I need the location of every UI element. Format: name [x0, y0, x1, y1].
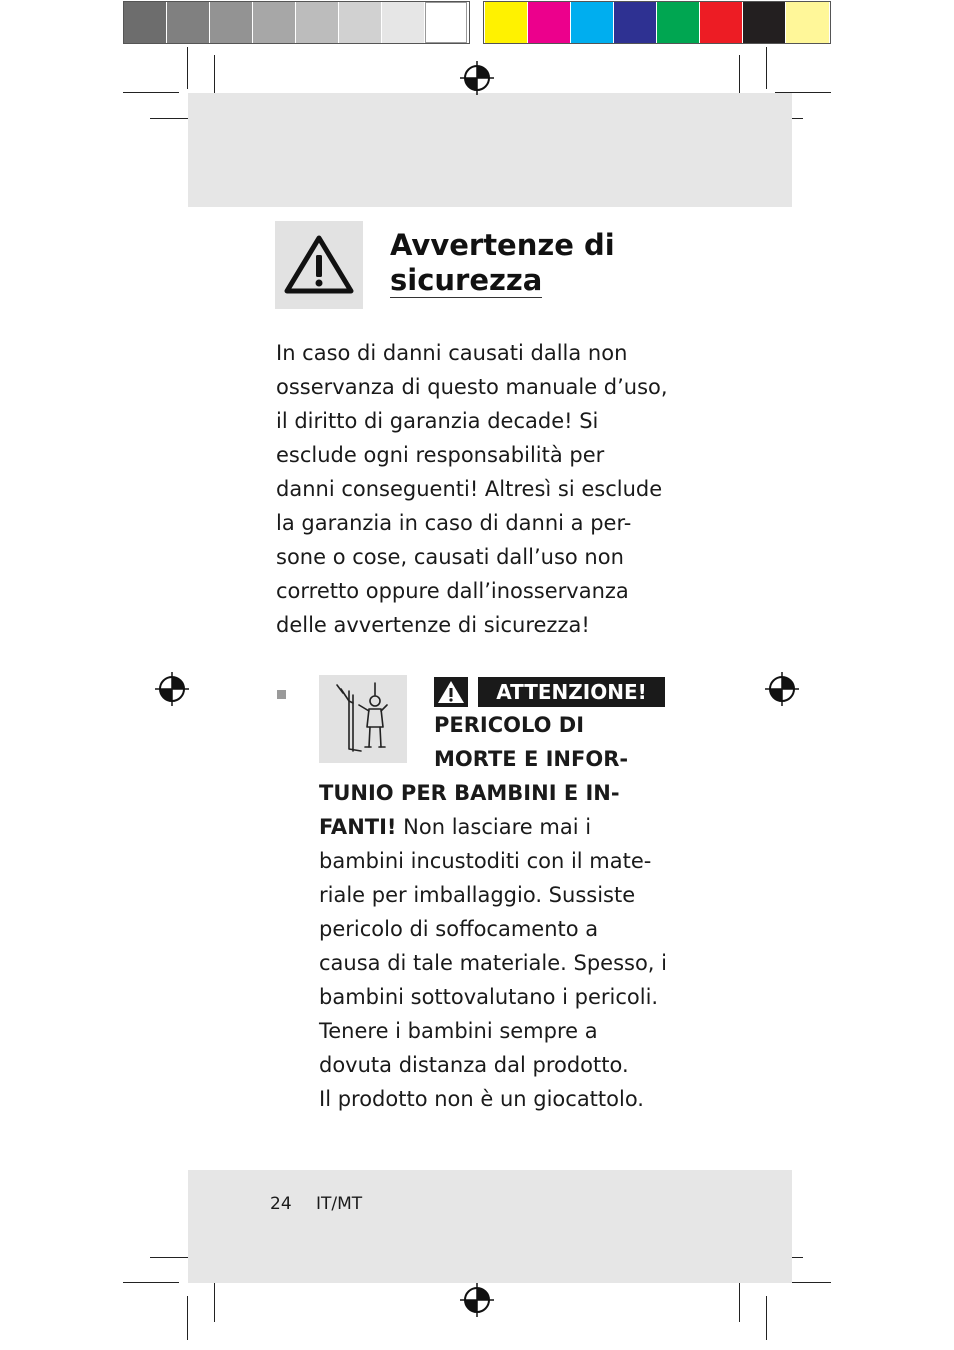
intro-line: osservanza di questo manuale d’uso, [276, 375, 668, 399]
registration-mark-left [155, 672, 189, 706]
warning-text-line: Il prodotto non è un giocattolo. [319, 1087, 644, 1111]
intro-paragraph [276, 336, 676, 642]
section-title [390, 228, 615, 298]
warning-text-line: bambini incustoditi con il mate- [319, 849, 652, 873]
registration-mark-right [765, 672, 799, 706]
footer-band [188, 1170, 792, 1283]
child-packaging-icon [319, 675, 407, 763]
square-bullet-icon [277, 690, 286, 699]
intro-line: corretto oppure dall’inosservanza [276, 579, 629, 603]
intro-line: In caso di danni causati dalla non [276, 341, 628, 365]
color-bar-frame [483, 1, 831, 44]
warning-triangle-icon [275, 221, 363, 309]
intro-line: il diritto di garanzia decade! Si [276, 409, 599, 433]
section-title-line2: sicurezza [390, 263, 543, 297]
header-band [188, 93, 792, 207]
page-number: 24 [270, 1194, 292, 1214]
warning-heading-end: FANTI! [319, 815, 397, 839]
attention-badge: ATTENZIONE! [478, 677, 665, 707]
registration-mark-bottom [460, 1283, 494, 1317]
intro-line: la garanzia in caso di danni a per- [276, 511, 632, 535]
intro-line: sone o cose, causati dall’uso non [276, 545, 624, 569]
section-title-line1: Avvertenze di [390, 228, 615, 262]
warning-heading-line: MORTE E INFOR- [434, 747, 629, 771]
warning-text-line: bambini sottovalutano i pericoli. [319, 985, 659, 1009]
warning-heading-line: PERICOLO DI [434, 713, 585, 737]
language-code: IT/MT [316, 1194, 363, 1214]
intro-line: danni conseguenti! Altresì si esclude [276, 477, 663, 501]
warning-text-line: riale per imballaggio. Sussiste [319, 883, 636, 907]
warning-text-line: causa di tale materiale. Spesso, i [319, 951, 667, 975]
intro-line: delle avvertenze di sicurezza! [276, 613, 590, 637]
warning-text-first-line [319, 810, 591, 844]
grey-bar-frame [123, 1, 470, 44]
warning-icon-box [275, 221, 363, 309]
warning-text-start: Non lasciare mai i [396, 815, 592, 839]
child-pictogram-box [319, 675, 407, 763]
warning-text-line: pericolo di soffocamento a [319, 917, 599, 941]
warning-heading-line: TUNIO PER BAMBINI E IN- [319, 781, 620, 805]
intro-line: esclude ogni responsabilità per [276, 443, 605, 467]
warning-text-line: dovuta distanza dal prodotto. [319, 1053, 629, 1077]
registration-mark-top [460, 61, 494, 95]
warning-text-line: Tenere i bambini sempre a [319, 1019, 598, 1043]
warning-triangle-icon [434, 677, 468, 707]
